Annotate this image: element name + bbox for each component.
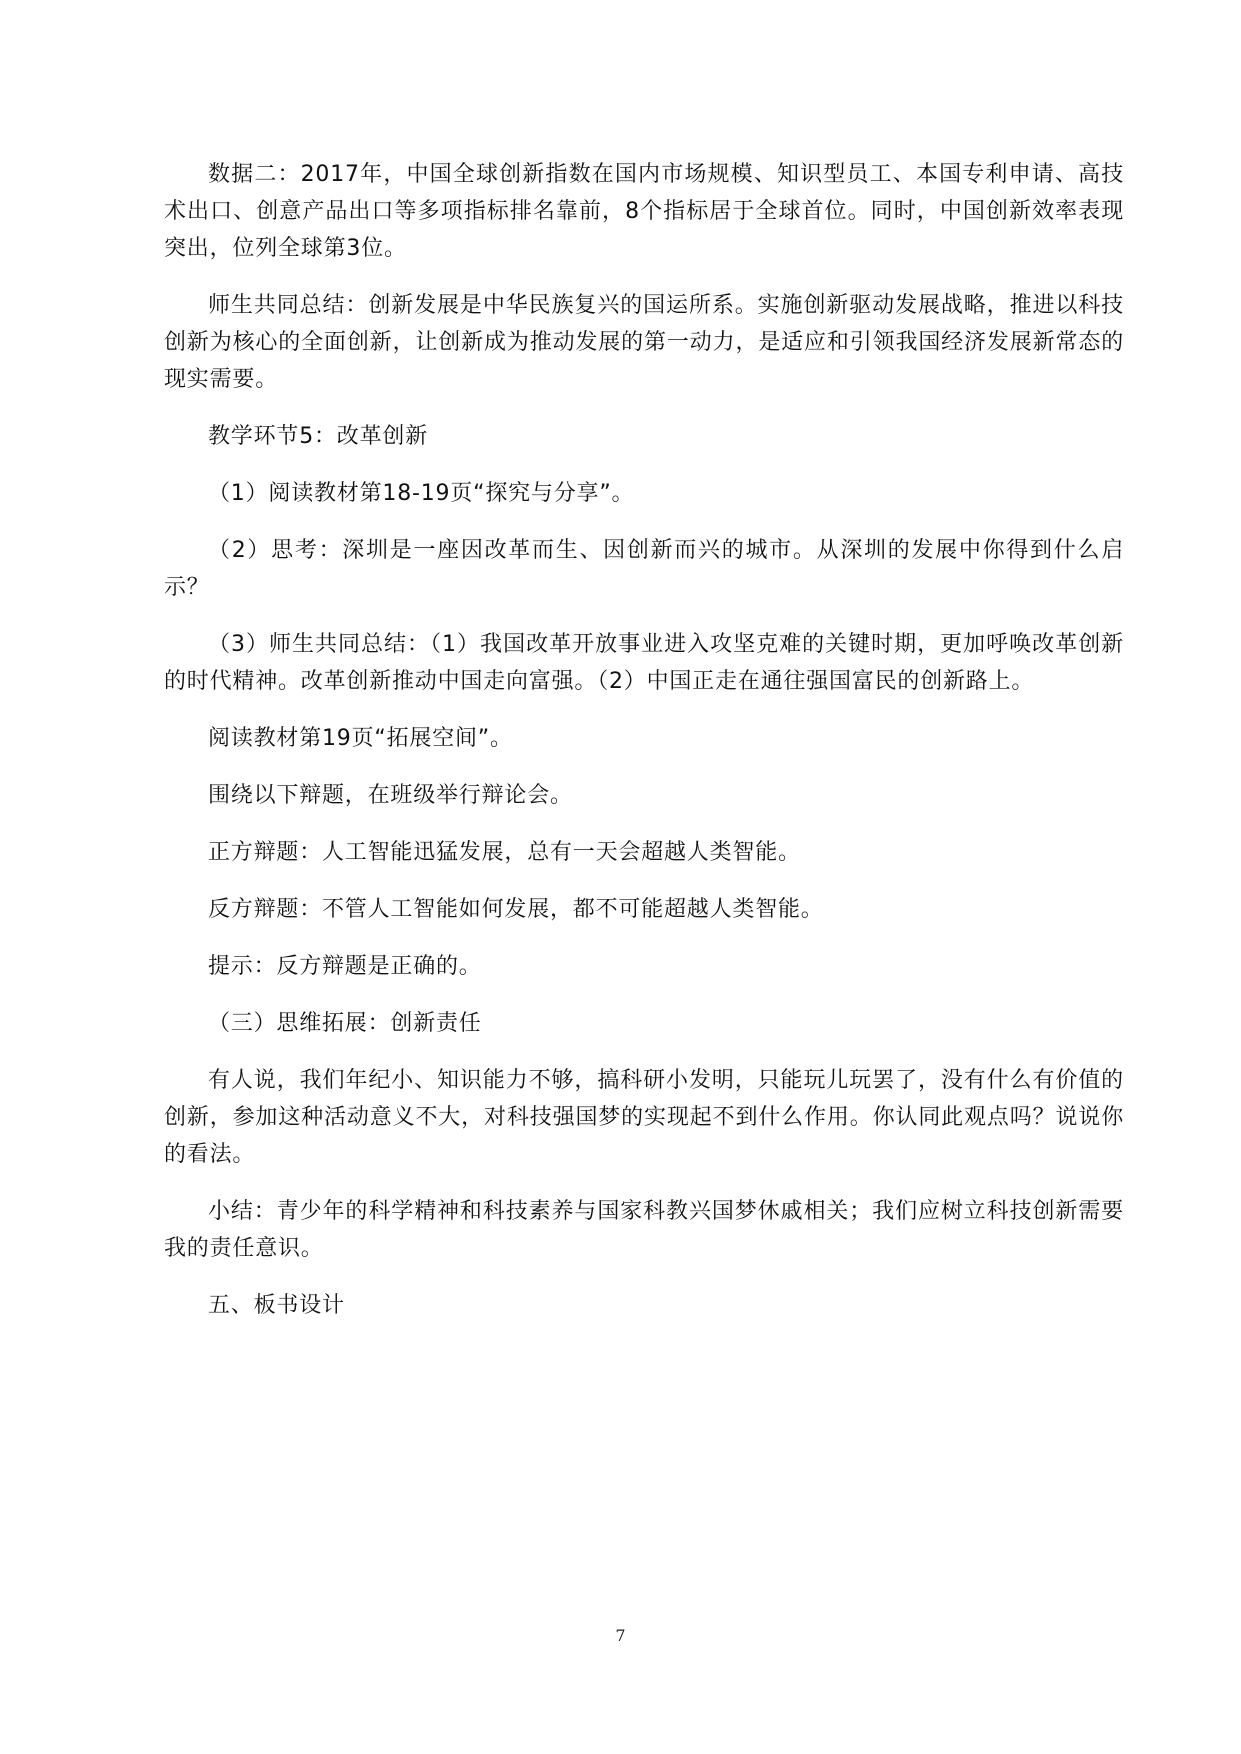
paragraph-debate-intro: 围绕以下辩题，在班级举行辩论会。	[208, 783, 573, 808]
paragraph-read-textbook-19: 阅读教材第19页“拓展空间”。	[208, 726, 513, 751]
paragraph-think-shenzhen: （2）思考：深圳是一座因改革而生、因创新而兴的城市。从深圳的发展中你得到什么启示？	[164, 538, 1124, 600]
paragraph-read-textbook-18-19: （1）阅读教材第18-19页“探究与分享”。	[208, 481, 635, 506]
paragraph-summary-reform: （3）师生共同总结：（1）我国改革开放事业进入攻坚克难的关键时期，更加呼唤改革创新的时代精神。改革创新推动中国走向富强。（2）中国正走在通往强国富民的创新路上。	[164, 632, 1124, 694]
paragraph-hint: 提示：反方辩题是正确的。	[208, 954, 482, 979]
paragraph-summary-innovation: 师生共同总结：创新发展是中华民族复兴的国运所系。实施创新驱动发展战略，推进以科技创新为核心的全面创新，让创新成为推动发展的第一动力，是适应和引领我国经济发展新常态的现实需要。	[164, 293, 1124, 392]
paragraph-conclusion: 小结：青少年的科学精神和科技素养与国家科教兴国梦休戚相关；我们应树立科技创新需要我的责任意识。	[164, 1199, 1124, 1261]
section-heading-board-design: 五、板书设计	[208, 1293, 345, 1318]
page-number: 7	[615, 1626, 626, 1645]
paragraph-teaching-step-5: 教学环节5：改革创新	[208, 424, 428, 449]
paragraph-data-two: 数据二：2017年，中国全球创新指数在国内市场规模、知识型员工、本国专利申请、高技术出口、创意产品出口等多项指标排名靠前，8个指标居于全球首位。同时，中国创新效率表现突出，位列全球第3位。	[164, 162, 1124, 261]
document-body	[164, 156, 1124, 1324]
paragraph-some-people-say: 有人说，我们年纪小、知识能力不够，搞科研小发明，只能玩儿玩罢了，没有什么有价值的创新，参加这种活动意义不大，对科技强国梦的实现起不到什么作用。你认同此观点吗？说说你的看法。	[164, 1068, 1124, 1167]
paragraph-negative-topic: 反方辩题：不管人工智能如何发展，都不可能超越人类智能。	[208, 897, 824, 922]
paragraph-affirmative-topic: 正方辩题：人工智能迅猛发展，总有一天会超越人类智能。	[208, 840, 801, 865]
paragraph-thinking-extension: （三）思维拓展：创新责任	[208, 1011, 482, 1036]
